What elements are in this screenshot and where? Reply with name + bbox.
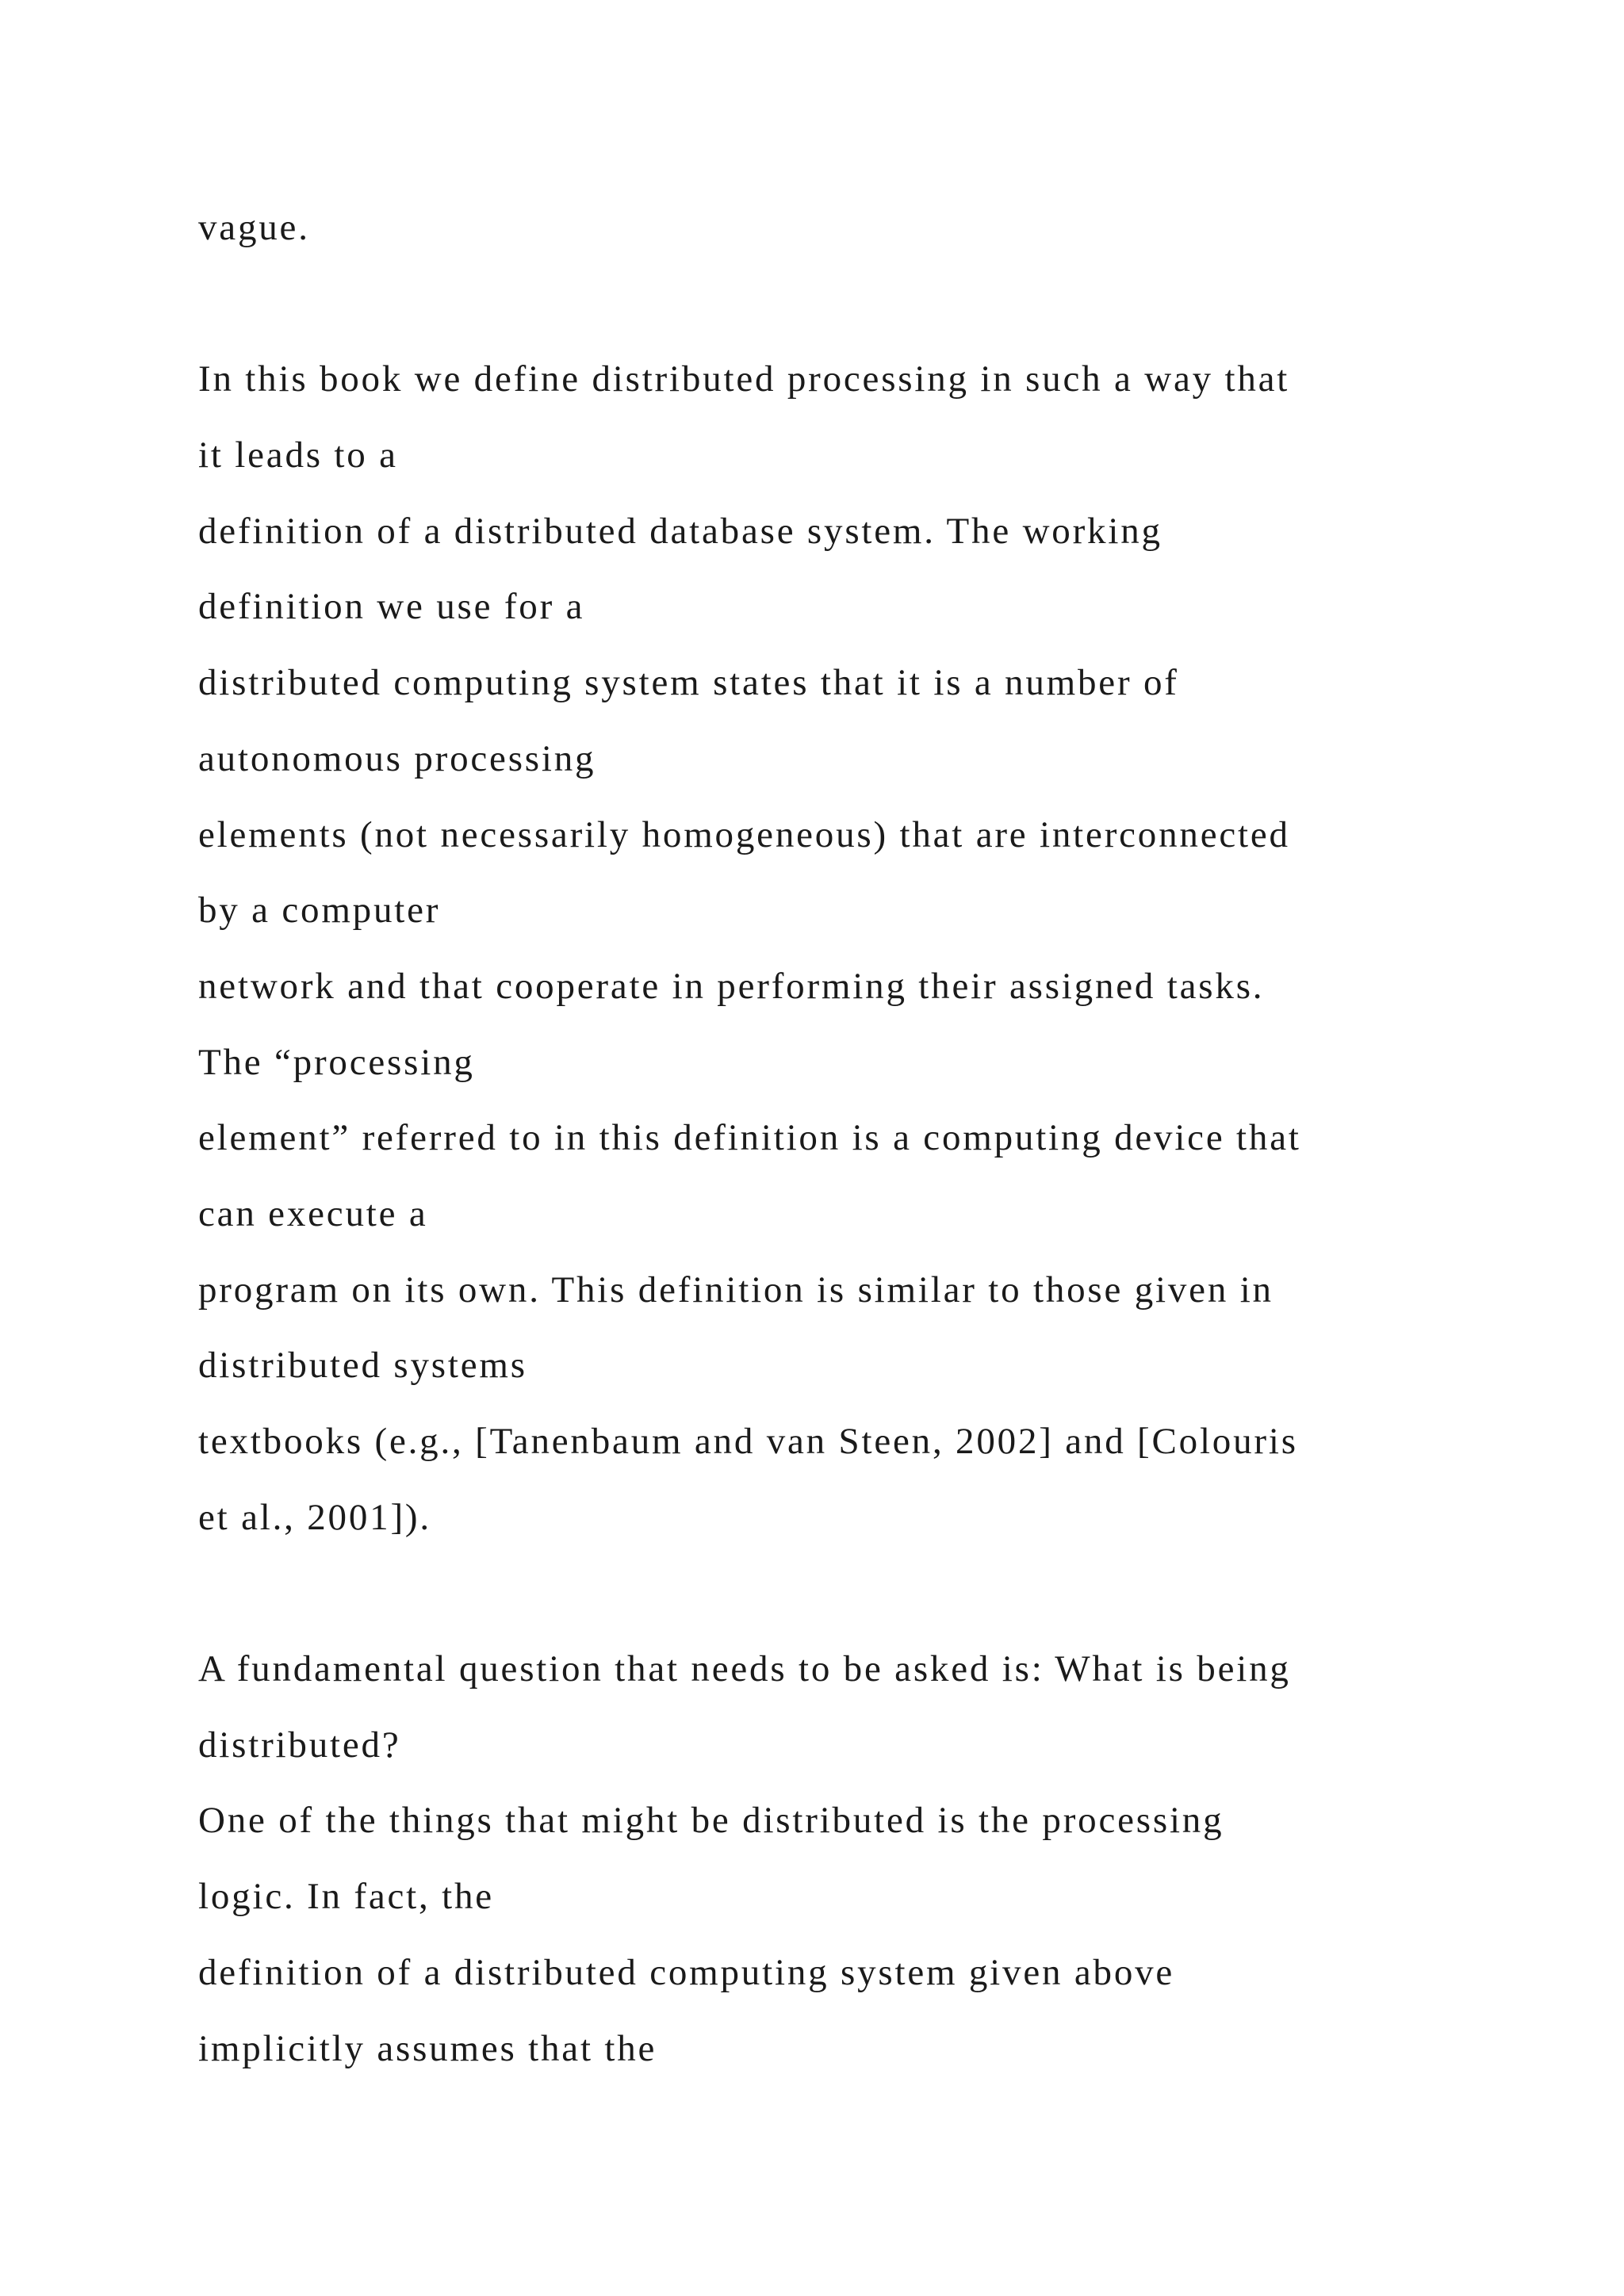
- paragraph-gap: [198, 266, 1546, 342]
- text-line: program on its own. This definition is similar to those given in: [198, 1269, 1274, 1311]
- text-line: autonomous processing: [198, 737, 596, 779]
- text-line: distributed computing system states that it is a number of: [198, 662, 1179, 704]
- body-text: [198, 190, 1546, 2087]
- text-line: elements (not necessarily homogeneous) that are interconnected: [198, 813, 1290, 855]
- paragraph-1: [198, 190, 1546, 266]
- text-line: definition of a distributed computing system given above: [198, 1951, 1175, 1993]
- text-line: One of the things that might be distributed is the processing: [198, 1800, 1224, 1842]
- text-line: it leads to a: [198, 434, 398, 476]
- paragraph-2: [198, 342, 1546, 1556]
- text-line: A fundamental question that needs to be asked is: What is being: [198, 1648, 1291, 1690]
- paragraph-gap: [198, 1556, 1546, 1632]
- text-line: can execute a: [198, 1192, 428, 1234]
- text-line: definition of a distributed database system. The working: [198, 510, 1162, 552]
- text-line: et al., 2001]).: [198, 1496, 431, 1538]
- text-line: vague.: [198, 207, 310, 248]
- text-line: In this book we define distributed processing in such a way that: [198, 358, 1290, 400]
- text-line: network and that cooperate in performing their assigned tasks.: [198, 965, 1265, 1007]
- text-line: distributed systems: [198, 1345, 527, 1387]
- text-line: implicitly assumes that the: [198, 2027, 657, 2069]
- text-line: textbooks (e.g., [Tanenbaum and van Steen, 2002] and [Colouris: [198, 1421, 1298, 1462]
- text-line: element” referred to in this definition is a computing device that: [198, 1117, 1301, 1159]
- text-line: The “processing: [198, 1041, 475, 1083]
- paragraph-3: [198, 1632, 1546, 2087]
- text-line: logic. In fact, the: [198, 1876, 494, 1918]
- text-line: distributed?: [198, 1724, 401, 1766]
- text-line: by a computer: [198, 890, 441, 932]
- text-line: definition we use for a: [198, 586, 585, 628]
